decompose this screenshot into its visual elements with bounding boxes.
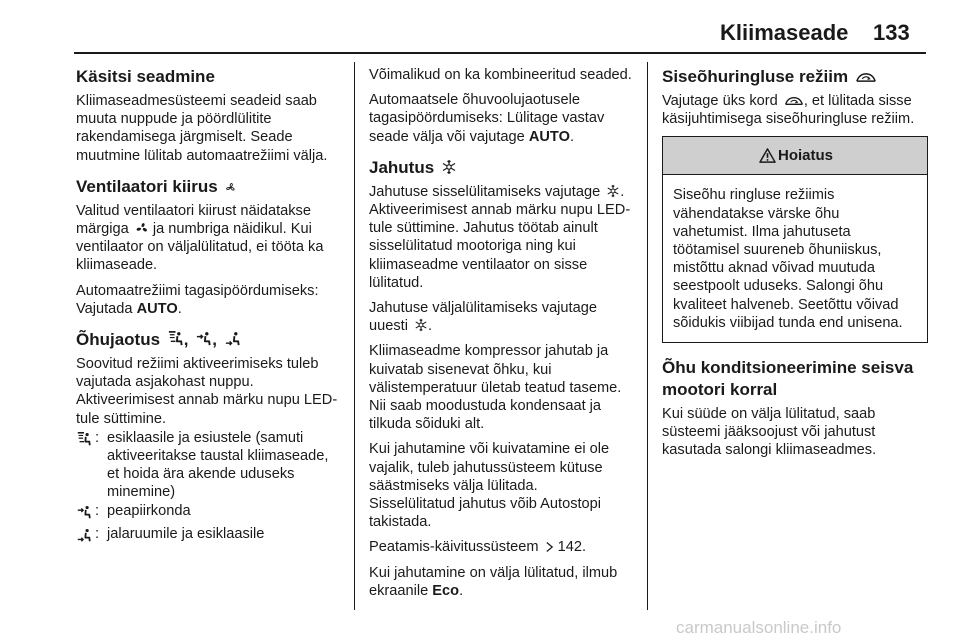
text: . Aktiveerimisest annab märku nupu LED-tule süttimine. Jahutus töötab ainult sisselülitatud mootoriga ning kui kliimaseadme ventilaator on sisse lülitatud. (369, 183, 631, 291)
list-colon: : (95, 429, 100, 446)
paragraph-auto-return (369, 91, 637, 146)
column-divider (354, 62, 355, 610)
section-heading-fan (76, 176, 344, 198)
text: Jahutuse sisselülitamiseks vajutage (369, 183, 601, 200)
text: Automaatrežiimi tagasipöördumiseks: Vajutada (76, 282, 319, 317)
warning-triangle-icon (759, 148, 776, 163)
snowflake-icon (606, 184, 620, 198)
paragraph-compressor: Kliimaseadme kompressor jahutab ja kuivatab sisenevat õhku, kui välistemperatuur ületab teatud taseme. Nii saab moodustuda kondensaat ja tilkuda sõiduki alt. (369, 343, 622, 433)
section-heading-air-distribution (76, 329, 344, 351)
air-mode-list (76, 429, 344, 548)
list-colon: : (95, 502, 100, 519)
section-heading-recirculation (662, 66, 928, 88)
paragraph-stop-start-ref (369, 538, 637, 556)
text: , et lülitada sisse käsijuhtimisega siseõhuringluse režiim. (662, 93, 915, 128)
text: Kui jahutamine on välja lülitatud, ilmub ekraanile (369, 564, 618, 599)
list-colon: : (95, 525, 100, 542)
section-heading-engine-off: Õhu konditsioneerimine seisva mootori korral (662, 358, 914, 400)
paragraph-fuel: Kui jahutamine või kuivatamine ei ole vajalik, tuleb jahutussüsteem kütuse säästmiseks välja lülitada. (369, 441, 610, 494)
paragraph-autostop: Sisselülitatud jahutus võib Autostopi takistada. (369, 496, 602, 531)
column-2 (369, 66, 637, 607)
list-text: jalaruumile ja esiklaasile (107, 525, 265, 542)
section-heading-manual: Käsitsi seadmine (76, 67, 215, 86)
display-eco: Eco (432, 582, 460, 599)
warning-title: Hoiatus (777, 146, 833, 164)
list-text: peapiirkonda (107, 502, 191, 519)
paragraph-combo: Võimalikud on ka kombineeritud seaded. (369, 67, 632, 83)
text: Peatamis-käivitussüsteem (369, 539, 539, 556)
watermark: carmanualsonline.info (676, 618, 842, 637)
key-auto: AUTO (136, 300, 178, 317)
page-reference-link[interactable]: 142. (557, 539, 587, 556)
heading-text: Siseõhuringluse režiim (662, 67, 849, 86)
separator: , (212, 330, 217, 350)
separator: , (183, 330, 189, 350)
column-1 (76, 66, 344, 548)
text: ja numbriga näidikul. Kui ventilaator on väljalülitatud, ei tööta ka kliimaseade. (76, 221, 324, 274)
fan-icon (135, 221, 149, 235)
warning-header (663, 137, 927, 175)
snowflake-icon (414, 318, 428, 332)
text: . (428, 318, 433, 335)
column-3 (662, 66, 928, 467)
heading-text: Ventilaatori kiirus (76, 176, 218, 196)
paragraph-recirculation (662, 92, 928, 128)
text: Jahutuse väljalülitamiseks vajutage uuesti (369, 300, 597, 335)
text: . (459, 582, 464, 599)
list-item (76, 429, 344, 502)
list-text: esiklaasile ja esiustele (samuti aktiveeritakse taustal kliimaseade, et hoida ära akende uduseks minemine) (107, 429, 329, 501)
paragraph-eco (369, 564, 637, 600)
footwell-icon (224, 330, 241, 347)
recirculation-icon (784, 95, 804, 107)
page-number: 133 (873, 20, 910, 45)
paragraph-air-2: Aktiveerimisest annab märku nupu LED-tule süttimine. (76, 392, 338, 427)
warning-body: Siseõhu ringluse režiimis vähendatakse värske õhu vahetumist. Ilma jahutuseta töötamisel suureneb õhuniiskus, mistõttu aknad võivad muutuda seestpoolt uduseks. Salongi õhu kvaliteet halveneb. Seetõttu võivad sõidukis viibijad tunda end unisena. (673, 187, 903, 331)
list-item (76, 525, 344, 548)
windscreen-footwell-icon (76, 429, 95, 502)
heading-text: Õhujaotus (76, 330, 161, 350)
snowflake-icon (441, 159, 457, 175)
header-rule (74, 52, 926, 54)
page-reference-icon (545, 541, 554, 553)
column-divider (647, 62, 648, 610)
head-level-icon (76, 502, 95, 525)
paragraph-engine-off: Kui süüde on välja lülitatud, saab süsteemi jääksoojust või jahutust kasutada salongi kliimaseadmes. (662, 406, 877, 459)
paragraph-manual: Kliimaseadmesüsteemi seadeid saab muuta nuppude ja pöördlülitite rakendamisega järgmiselt. Seade muutmine lülitab automaatrežiimi välja. (76, 93, 328, 164)
warning-box (662, 136, 928, 343)
key-auto: AUTO (528, 128, 570, 145)
page-header-title: Kliimaseade (720, 20, 849, 45)
paragraph-fan (76, 202, 344, 275)
windscreen-footwell-icon (167, 330, 184, 347)
paragraph-cooling-on (369, 183, 637, 292)
paragraph-air-1: Soovitud režiimi aktiveerimiseks tuleb vajutada asjakohast nuppu. (76, 356, 319, 391)
fan-outline-icon (224, 181, 237, 194)
text: Automaatsele õhuvoolujaotusele tagasipöördumiseks: Lülitage vastav seade välja või vajutage (369, 92, 605, 145)
head-level-icon (195, 330, 212, 347)
list-item (76, 502, 344, 525)
section-heading-cooling (369, 157, 637, 179)
heading-text: Jahutus (369, 157, 435, 177)
paragraph-auto (76, 282, 344, 318)
text: Valitud ventilaatori kiirust näidatakse märgiga (76, 202, 311, 238)
text: Vajutage üks kord (662, 93, 778, 109)
text: . (177, 300, 182, 317)
footwell-icon (76, 525, 95, 548)
paragraph-cooling-off (369, 299, 637, 335)
text: . (569, 128, 574, 145)
recirculation-icon (855, 71, 877, 84)
